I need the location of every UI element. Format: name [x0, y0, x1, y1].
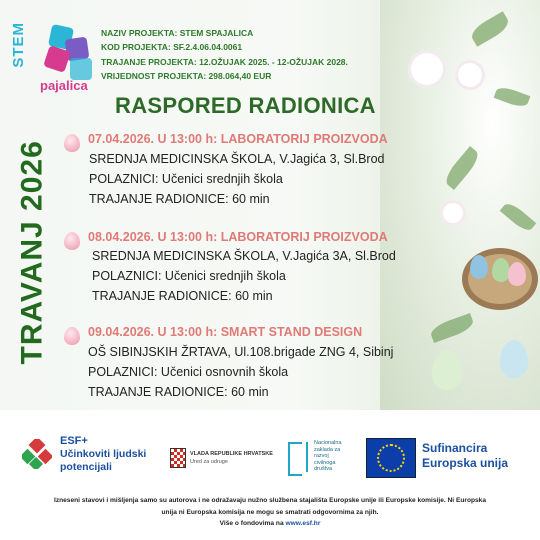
- esf-logo: [22, 435, 162, 485]
- project-value: VRIJEDNOST PROJEKTA: 298.064,40 EUR: [101, 70, 272, 81]
- egg-bullet-icon: [64, 327, 80, 345]
- eu-line: Sufinancira: [422, 441, 488, 455]
- egg-decoration: [470, 255, 488, 279]
- workshop-location: SREDNJA MEDICINSKA ŠKOLA, V.Jagića 3, Sl.Brod: [89, 152, 385, 166]
- egg-decoration: [508, 262, 526, 286]
- disclaimer-line: [0, 518, 540, 530]
- vlada-office: Ured za udruge: [190, 459, 228, 465]
- disclaimer-prefix: Više o fondovima na: [219, 520, 286, 527]
- page-title: RASPORED RADIONICA: [115, 93, 376, 118]
- vlada-name: VLADA REPUBLIKE HRVATSKE: [190, 451, 273, 457]
- workshop-participants: POLAZNICI: Učenici srednjih škola: [89, 172, 283, 186]
- croatian-crest-icon: [170, 448, 186, 468]
- logo-brand-text: pajalica: [40, 78, 88, 93]
- logo-stem-text: STEM: [10, 22, 27, 68]
- workshop-duration: TRAJANJE RADIONICE: 60 min: [92, 289, 273, 303]
- egg-bullet-icon: [64, 134, 80, 152]
- eu-cofinance-text: [422, 441, 508, 471]
- project-duration: TRAJANJE PROJEKTA: 12.OŽUJAK 2025. - 12-OŽUJAK 2028.: [101, 56, 348, 67]
- eu-stars-icon: [377, 444, 405, 472]
- vlada-logo: [170, 448, 280, 478]
- workshop-heading: 08.04.2026. U 13:00 h: LABORATORIJ PROIZVODA: [88, 230, 388, 244]
- workshop-duration: TRAJANJE RADIONICE: 60 min: [88, 385, 269, 399]
- egg-decoration: [500, 340, 528, 378]
- nazaklada-line: Nacionalna: [314, 440, 342, 446]
- esf-subtitle: [60, 448, 146, 474]
- egg-decoration: [432, 350, 462, 390]
- esf-link[interactable]: www.esf.hr: [285, 520, 321, 527]
- logo-cube: [70, 58, 92, 80]
- eu-line: Europska unija: [422, 456, 509, 470]
- flower-decoration: [408, 50, 446, 88]
- esf-star-icon: [22, 439, 52, 469]
- workshop-participants: POLAZNICI: Učenici srednjih škola: [92, 269, 286, 283]
- project-info: [101, 26, 348, 83]
- project-name: NAZIV PROJEKTA: STEM SPAJALICA: [101, 28, 254, 38]
- esf-name: ESF+: [60, 435, 88, 447]
- disclaimer: [0, 495, 540, 530]
- nacionalna-zaklada-text: [314, 440, 342, 473]
- workshop-duration: TRAJANJE RADIONICE: 60 min: [89, 192, 270, 206]
- workshop-heading: 07.04.2026. U 13:00 h: LABORATORIJ PROIZVODA: [88, 132, 388, 146]
- nazaklada-line: civilnoga: [314, 459, 336, 466]
- workshop-location: OŠ SIBINJSKIH ŽRTAVA, Ul.108.brigade ZNG 4, Sibinj: [88, 345, 394, 359]
- nacionalna-zaklada-logo: [288, 440, 358, 480]
- flower-decoration: [455, 60, 485, 90]
- esf-subtitle-line: Učinkoviti ljudski: [60, 448, 147, 460]
- disclaimer-line: unija ni Europska komisija ne mogu se smatrati odgovornima za njih.: [161, 508, 379, 516]
- workshop-heading: 09.04.2026. U 13:00 h: SMART STAND DESIGN: [88, 325, 363, 339]
- project-code: KOD PROJEKTA: SF.2.4.06.04.0061: [101, 42, 243, 53]
- disclaimer-line: Izneseni stavovi i mišljenja samo su autorova i ne odražavaju nužno službena stajališta Europske unije ili Europske komisije. Ni Europska: [53, 497, 487, 504]
- nazaklada-line: društva: [314, 466, 333, 473]
- esf-subtitle-line: potencijali: [60, 461, 112, 473]
- nazaklada-line: zaklada za: [314, 446, 341, 453]
- flower-decoration: [440, 200, 466, 226]
- egg-bullet-icon: [64, 232, 80, 250]
- workshop-location: SREDNJA MEDICINSKA ŠKOLA, V.Jagića 3A, Sl.Brod: [92, 249, 396, 263]
- month-label: TRAVANJ 2026: [15, 140, 49, 365]
- eu-flag-icon: [366, 438, 416, 478]
- workshop-participants: POLAZNICI: Učenici osnovnih škola: [88, 365, 289, 379]
- bracket-icon: [300, 442, 308, 472]
- nazaklada-line: razvoj: [314, 453, 329, 460]
